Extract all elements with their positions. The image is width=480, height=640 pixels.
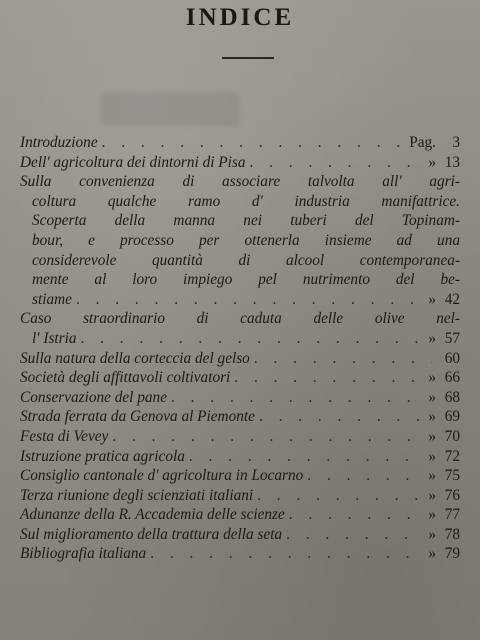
toc-entry [20, 153, 460, 173]
toc-entry [20, 172, 460, 309]
page-marker: » [428, 408, 436, 426]
page-marker: » [428, 525, 436, 543]
dot-leader [250, 153, 425, 173]
page-number: 72 [444, 447, 460, 465]
toc-entry [20, 368, 460, 388]
page-number: 60 [444, 349, 460, 367]
toc-entry-title: Adunanze della R. Accademia delle scienze [20, 506, 285, 524]
dot-leader [257, 486, 424, 506]
toc-entry-title: Consiglio cantonale d' agricoltura in Locarno [20, 467, 304, 485]
page-number: 66 [444, 369, 460, 387]
page-marker: » [428, 369, 436, 387]
page-number: 76 [444, 486, 460, 504]
page-number: 68 [444, 388, 460, 406]
toc-entry [20, 447, 460, 467]
page-marker: » [428, 388, 436, 406]
page-number: 69 [444, 408, 460, 426]
toc-entry [20, 309, 460, 348]
table-of-contents [20, 133, 460, 564]
dot-leader [307, 466, 424, 486]
toc-entry-title: Sulla convenienza di associare talvolta all' agri- [20, 173, 460, 191]
toc-entry-continuation: Scoperta della manna nei tuberi del Topinam- [32, 212, 460, 230]
toc-entry-title: Sul miglioramento della trattura della seta [20, 525, 283, 543]
toc-entry [20, 544, 460, 564]
toc-entry-title: Terza riunione degli scienziati italiani [20, 486, 254, 504]
dot-leader [189, 447, 424, 467]
dot-leader [234, 368, 424, 388]
page-number: 77 [444, 506, 460, 524]
page-number: 57 [444, 329, 460, 347]
dot-leader [286, 525, 424, 545]
toc-entry-title: Caso straordinario di caduta delle olive nel- [20, 310, 460, 328]
toc-entry-title: Sulla natura della corteccia del gelso [20, 349, 250, 367]
page-number: 79 [444, 545, 460, 563]
page-number: 78 [444, 525, 460, 543]
toc-entry-title: Bibliografia italiana [20, 545, 147, 563]
dot-leader [112, 427, 424, 447]
page-marker: » [428, 153, 436, 171]
page-marker: » [428, 427, 436, 445]
page-marker: » [428, 467, 436, 485]
toc-entry [20, 427, 460, 447]
dot-leader [289, 505, 425, 525]
page-number: 3 [452, 134, 460, 151]
toc-entry-title: Introduzione [20, 134, 98, 151]
show-through-smudge [100, 92, 240, 126]
dot-leader [254, 349, 432, 369]
toc-entry [20, 388, 460, 408]
toc-entry [20, 505, 460, 525]
toc-entry [20, 407, 460, 427]
toc-entry [20, 486, 460, 506]
dot-leader [150, 544, 424, 564]
dot-leader [81, 329, 425, 349]
dot-leader [102, 133, 406, 153]
toc-entry [20, 133, 460, 153]
toc-entry-continuation: mente al loro impiego pel nutrimento del be- [32, 271, 460, 289]
toc-entry-continuation: stiame [32, 290, 72, 308]
toc-entry-continuation: coltura qualche ramo d' industria manifattrice. [32, 192, 460, 210]
toc-entry-continuation: l' Istria [32, 329, 77, 347]
page-number: 70 [444, 427, 460, 445]
toc-entry-title: Società degli affittavoli coltivatori [20, 369, 231, 387]
page-marker: Pag. [409, 134, 436, 151]
toc-entry-title: Conservazione del pane [20, 388, 167, 406]
toc-entry-title: Strada ferrata da Genova al Piemonte [20, 408, 255, 426]
page-number: 42 [444, 290, 460, 308]
page-number: 75 [444, 467, 460, 485]
page-title: INDICE [185, 4, 295, 31]
toc-entry [20, 525, 460, 545]
page-marker: » [428, 447, 436, 465]
page-number: 13 [444, 153, 460, 171]
page-marker: » [428, 329, 436, 347]
toc-entry [20, 466, 460, 486]
toc-entry-title: Dell' agricoltura dei dintorni di Pisa [20, 153, 246, 171]
dot-leader [259, 407, 424, 427]
page-marker: » [428, 506, 436, 524]
title-divider [222, 57, 274, 59]
page-marker: » [428, 290, 436, 308]
toc-entry-title: Festa di Vevey [20, 427, 109, 445]
page-marker: » [428, 545, 436, 563]
toc-entry-continuation: considerevole quantità di alcool contemporanea- [32, 251, 460, 269]
toc-entry [20, 349, 460, 369]
toc-entry-title: Istruzione pratica agricola [20, 447, 185, 465]
dot-leader [76, 290, 424, 310]
dot-leader [171, 388, 424, 408]
toc-entry-continuation: bour, e processo per ottenerla insieme ad una [32, 231, 460, 249]
page-marker: » [428, 486, 436, 504]
